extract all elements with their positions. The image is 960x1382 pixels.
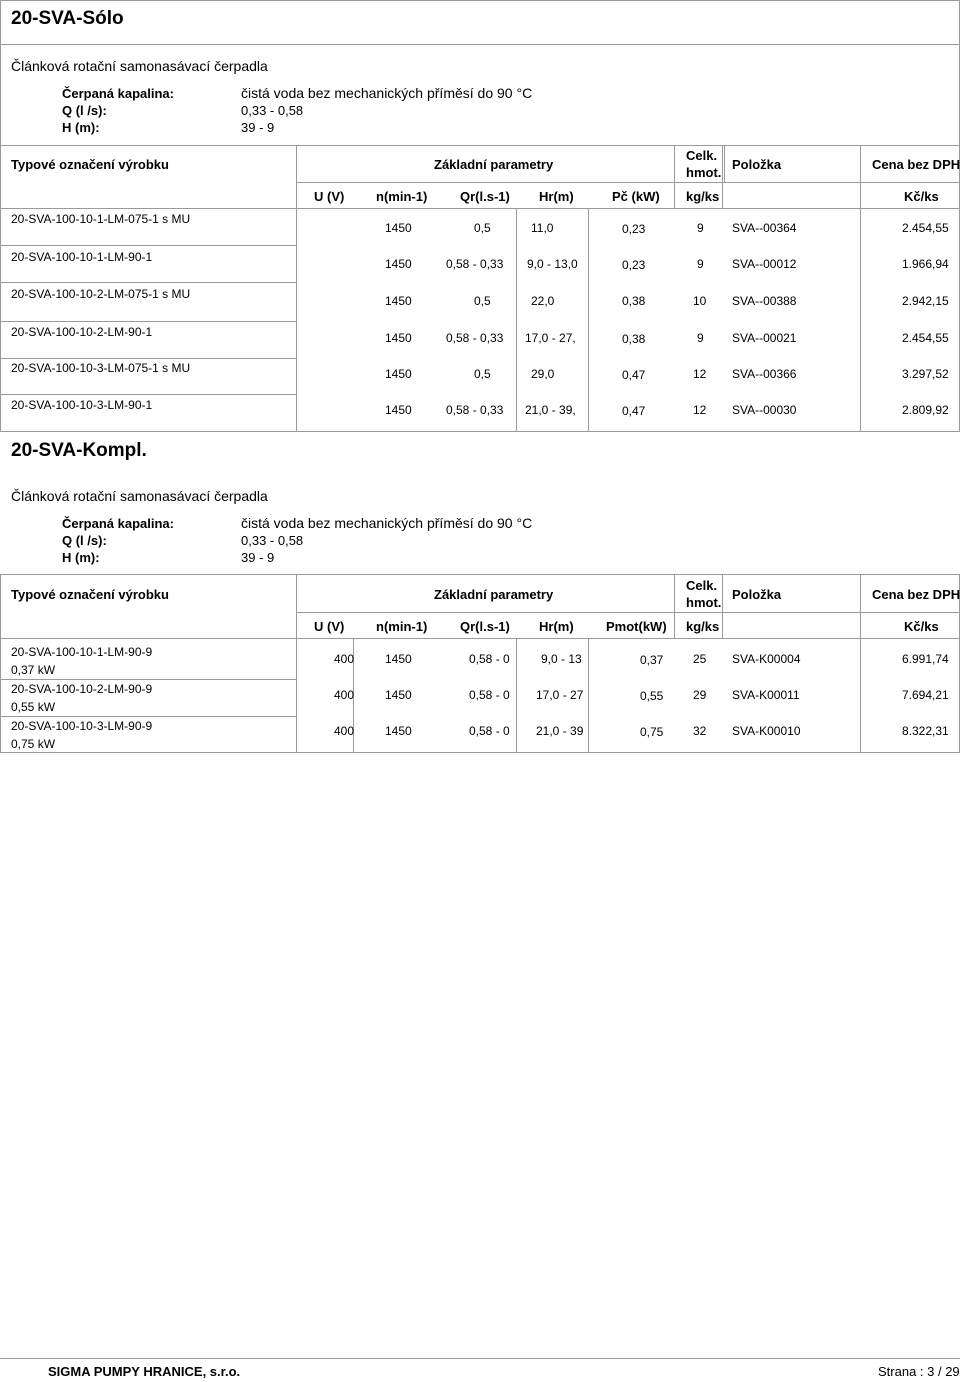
section1-row-2-price: 2.942,15 <box>902 294 949 308</box>
section2-row-0-p: 0,37 <box>640 653 664 667</box>
section1-row-0-name: 20-SVA-100-10-1-LM-075-1 s MU <box>11 212 191 226</box>
section1-row-4-p: 0,47 <box>622 368 646 382</box>
section1-col-kg: kg/ks <box>686 189 720 204</box>
section1-row-1-q: 0,58 - 0,33 <box>446 257 504 271</box>
section2-row-0-item: SVA-K00004 <box>732 652 801 666</box>
section1-col-q: Qr(l.s-1) <box>460 189 510 204</box>
section1-row-5-kg: 12 <box>693 403 707 417</box>
section2-row-2-kg: 32 <box>693 724 707 738</box>
section1-param-h-label: H (m): <box>62 120 100 135</box>
footer-company: SIGMA PUMPY HRANICE, s.r.o. <box>48 1364 241 1379</box>
section2-param-q-label: Q (l /s): <box>62 533 107 548</box>
section2-row-1-q: 0,58 - 0 <box>469 688 510 702</box>
section2-param-liquid-label: Čerpaná kapalina: <box>62 516 174 531</box>
section1-row-3-name: 20-SVA-100-10-2-LM-90-1 <box>11 325 153 339</box>
section1-row-1-kg: 9 <box>697 257 704 271</box>
section2-row-0-price: 6.991,74 <box>902 652 949 666</box>
section1-param-liquid-label: Čerpaná kapalina: <box>62 86 174 101</box>
section1-col-u: U (V) <box>314 189 345 204</box>
section1-row-2-item: SVA--00388 <box>732 294 797 308</box>
section2-row-2-p: 0,75 <box>640 725 664 739</box>
section1-col-price: Cena bez DPH <box>872 157 960 172</box>
section2-col-u: U (V) <box>314 619 345 634</box>
section1-row-3-kg: 9 <box>697 331 704 345</box>
section2-param-h-value: 39 - 9 <box>241 550 275 565</box>
footer-page-number: Strana : 3 / 29 <box>878 1364 960 1379</box>
section2-col-basic: Základní parametry <box>434 587 554 602</box>
section1-row-0-price: 2.454,55 <box>902 221 949 235</box>
section1-row-1-h: 9,0 - 13,0 <box>527 257 578 271</box>
section2-row-2-u: 400 <box>334 724 355 738</box>
section2-col-item: Položka <box>732 587 782 602</box>
section2-row-1-price: 7.694,21 <box>902 688 949 702</box>
section2-row-2-price: 8.322,31 <box>902 724 949 738</box>
section2-description: Článková rotační samonasávací čerpadla <box>11 488 268 504</box>
section2-row-1-name: 20-SVA-100-10-2-LM-90-9 <box>11 682 153 696</box>
section2-row-2-item: SVA-K00010 <box>732 724 801 738</box>
section1-row-4-h: 29,0 <box>531 367 555 381</box>
section1-row-0-p: 0,23 <box>622 222 646 236</box>
section2-row-1-n: 1450 <box>385 688 412 702</box>
section2-row-0-kg: 25 <box>693 652 707 666</box>
section1-col-n: n(min-1) <box>376 189 428 204</box>
section1-col-type: Typové označení výrobku <box>11 157 169 172</box>
section2-row-1-kg: 29 <box>693 688 707 702</box>
section2-param-liquid-value: čistá voda bez mechanických příměsí do 90 °C <box>241 515 533 531</box>
section2-col-weight-1: Celk. <box>686 578 718 593</box>
section1-col-basic: Základní parametry <box>434 157 554 172</box>
section2-row-0-h: 9,0 - 13 <box>541 652 582 666</box>
section1-param-liquid-value: čistá voda bez mechanických příměsí do 90 °C <box>241 85 533 101</box>
section2-row-0-u: 400 <box>334 652 355 666</box>
section1-row-2-q: 0,5 <box>474 294 491 308</box>
section2-row-1-h: 17,0 - 27 <box>536 688 584 702</box>
section2-col-h: Hr(m) <box>539 619 574 634</box>
section1-row-1-item: SVA--00012 <box>732 257 797 271</box>
section1-col-weight-1: Celk. <box>686 148 718 163</box>
section2-row-2-name: 20-SVA-100-10-3-LM-90-9 <box>11 719 153 733</box>
section1-row-3-price: 2.454,55 <box>902 331 949 345</box>
section2-col-weight-2: hmot. <box>686 595 722 610</box>
section2-col-price: Cena bez DPH <box>872 587 960 602</box>
section2-row-0-q: 0,58 - 0 <box>469 652 510 666</box>
section1-col-h: Hr(m) <box>539 189 574 204</box>
section1-row-3-n: 1450 <box>385 331 412 345</box>
section1-row-4-kg: 12 <box>693 367 707 381</box>
section1-row-2-name: 20-SVA-100-10-2-LM-075-1 s MU <box>11 287 191 301</box>
section2-col-p: Pmot(kW) <box>606 619 667 634</box>
section2-row-1-u: 400 <box>334 688 355 702</box>
section1-row-4-n: 1450 <box>385 367 412 381</box>
section2-row-0-n: 1450 <box>385 652 412 666</box>
section2-title: 20-SVA-Kompl. <box>11 440 147 461</box>
section2-col-q: Qr(l.s-1) <box>460 619 510 634</box>
section1-row-3-item: SVA--00021 <box>732 331 797 345</box>
section2-row-0-power: 0,37 kW <box>11 663 56 677</box>
section1-row-5-item: SVA--00030 <box>732 403 797 417</box>
section2-row-1-p: 0,55 <box>640 689 664 703</box>
section1-row-5-q: 0,58 - 0,33 <box>446 403 504 417</box>
section1-row-3-q: 0,58 - 0,33 <box>446 331 504 345</box>
section1-title-box <box>0 0 960 45</box>
section2-col-kc: Kč/ks <box>904 619 939 634</box>
section1-row-4-name: 20-SVA-100-10-3-LM-075-1 s MU <box>11 361 191 375</box>
section2-row-1-item: SVA-K00011 <box>732 688 800 702</box>
section1-row-5-n: 1450 <box>385 403 412 417</box>
section1-row-4-price: 3.297,52 <box>902 367 949 381</box>
section1-row-2-n: 1450 <box>385 294 412 308</box>
section1-row-2-kg: 10 <box>693 294 707 308</box>
section1-row-0-kg: 9 <box>697 221 704 235</box>
section1-title: 20-SVA-Sólo <box>11 8 124 29</box>
section2-param-h-label: H (m): <box>62 550 100 565</box>
section1-col-p: Pč (kW) <box>612 189 660 204</box>
section2-col-type: Typové označení výrobku <box>11 587 169 602</box>
section2-row-2-q: 0,58 - 0 <box>469 724 510 738</box>
section1-row-1-n: 1450 <box>385 257 412 271</box>
section1-row-3-h: 17,0 - 27, <box>525 331 576 345</box>
section2-row-2-power: 0,75 kW <box>11 737 56 751</box>
section1-row-5-p: 0,47 <box>622 404 646 418</box>
section1-row-2-p: 0,38 <box>622 294 646 308</box>
section1-row-5-h: 21,0 - 39, <box>525 403 576 417</box>
section1-row-0-item: SVA--00364 <box>732 221 797 235</box>
section1-row-5-price: 2.809,92 <box>902 403 949 417</box>
section1-description: Článková rotační samonasávací čerpadla <box>11 58 268 74</box>
section1-row-0-q: 0,5 <box>474 221 491 235</box>
section1-param-q-label: Q (l /s): <box>62 103 107 118</box>
section1-row-4-q: 0,5 <box>474 367 491 381</box>
section1-row-2-h: 22,0 <box>531 294 555 308</box>
section1-row-1-p: 0,23 <box>622 258 646 272</box>
section1-row-3-p: 0,38 <box>622 332 646 346</box>
section2-row-2-h: 21,0 - 39 <box>536 724 584 738</box>
section1-row-0-n: 1450 <box>385 221 412 235</box>
section1-row-1-price: 1.966,94 <box>902 257 949 271</box>
section2-row-1-power: 0,55 kW <box>11 700 56 714</box>
section1-row-5-name: 20-SVA-100-10-3-LM-90-1 <box>11 398 153 412</box>
section1-col-weight-2: hmot. <box>686 165 722 180</box>
section1-param-h-value: 39 - 9 <box>241 120 275 135</box>
section2-row-0-name: 20-SVA-100-10-1-LM-90-9 <box>11 645 153 659</box>
section1-row-0-h: 11,0 <box>531 221 554 235</box>
section1-row-1-name: 20-SVA-100-10-1-LM-90-1 <box>11 250 153 264</box>
section1-col-item: Položka <box>732 157 782 172</box>
section2-row-2-n: 1450 <box>385 724 412 738</box>
section2-col-kg: kg/ks <box>686 619 720 634</box>
section2-col-n: n(min-1) <box>376 619 428 634</box>
section1-col-kc: Kč/ks <box>904 189 939 204</box>
section2-param-q-value: 0,33 - 0,58 <box>241 533 304 548</box>
section1-param-q-value: 0,33 - 0,58 <box>241 103 304 118</box>
section1-row-4-item: SVA--00366 <box>732 367 797 381</box>
